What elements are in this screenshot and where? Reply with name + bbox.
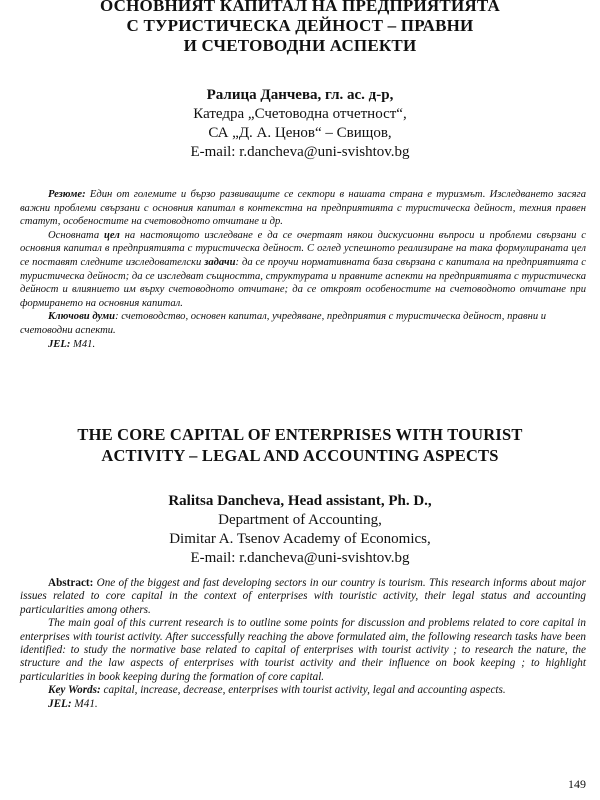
bg-author-institution: СА „Д. А. Ценов“ – Свищов, [208, 125, 392, 141]
bg-goal-post: : да се проучи нормативната база свързана с капитала на предприятията с туристическа дейност; да се изследват същността, структурата и правните аспекти на предприятията с туристическа дейност и влиянието им върху счетоводното отчитане; да се откроят особеностите на счетоводното отчитане при формирането на основния капитал. [20, 256, 586, 309]
bg-jel-label: JEL: [48, 338, 71, 350]
en-keywords-paragraph [20, 684, 586, 697]
bg-goal-mid: на настоящото изследване е да се очертаят някои дискусионни въпроси и проблеми свързани с основния капитал в предприятията с туристическа дейност. С оглед успешното реализиране на така формулираната цел се поставят следните изследователски [20, 229, 586, 268]
en-keywords-text: capital, increase, decrease, enterprises with tourist activity, legal and accounting aspects. [100, 684, 506, 697]
en-jel-paragraph [20, 698, 586, 711]
bg-summary-text: Един от големите и бързо развиващите се сектори в нашата страна е туризмът. Изследването засяга важни проблеми свързани с основния капитал в контекстна на предприятията с туристическа дейност, техния правен статут, особеностите на счетоводното отчитане и др. [20, 189, 586, 228]
en-author-institution: Dimitar A. Tsenov Academy of Economics, [169, 531, 431, 547]
en-abstract-label: Abstract: [48, 577, 94, 589]
bg-title [20, 0, 580, 56]
bg-summary-paragraph [20, 188, 586, 229]
bg-jel-paragraph [20, 338, 586, 352]
bg-goal-paragraph [20, 229, 586, 311]
bg-title-line: С ТУРИСТИЧЕСКА ДЕЙНОСТ – ПРАВНИ [126, 16, 474, 35]
bg-author-block [60, 86, 540, 162]
bg-title-line: ОСНОВНИЯТ КАПИТАЛ НА ПРЕДПРИЯТИЯТА [99, 0, 501, 15]
bg-author-email: E-mail: r.dancheva@uni-svishtov.bg [190, 144, 410, 160]
en-abstract [20, 577, 586, 711]
bg-tasks-bold: задачи [204, 256, 236, 268]
en-goal-paragraph: The main goal of this current research is to outline some points for discussion and problems related to core capital in enterprises with tourist activity. After successfully reaching the above formulated aim, the following research tasks have been identified: to study the normative base related to capital of enterprises with tourist activity ; to research the nature, the structure and the law aspects of enterprises with tourist activity and their influence on book keeping ; to highlight particularities in book keeping during the formation of core capital. [20, 617, 586, 683]
bg-keywords-paragraph [20, 310, 586, 337]
bg-goal-pre: Основната [48, 229, 105, 241]
bg-keywords-label: Ключови думи [48, 311, 116, 323]
en-jel-label: JEL: [48, 697, 72, 710]
bg-summary-label: Резюме: [48, 189, 86, 200]
en-jel-value: M41. [71, 697, 98, 710]
bg-goal-bold: цел [104, 229, 120, 241]
en-author-block [60, 492, 540, 568]
en-author-department: Department of Accounting, [218, 512, 382, 528]
en-title-line: THE CORE CAPITAL OF ENTERPRISES WITH TOURIST [77, 425, 523, 444]
en-title [20, 424, 580, 466]
en-keywords-label: Key Words: [48, 684, 101, 697]
bg-author-department: Катедра „Счетоводна отчетност“, [193, 106, 407, 122]
bg-abstract [20, 188, 586, 351]
bg-title-line: И СЧЕТОВОДНИ АСПЕКТИ [183, 36, 417, 55]
en-abstract-text: One of the biggest and fast developing sectors in our country is tourism. This research informs about major issues related to core capital in the context of enterprises with touristic activity, their legal status and accounting particularities among others. [20, 577, 586, 616]
en-abstract-paragraph [20, 577, 586, 617]
en-author-name: Ralitsa Dancheva, Head assistant, Ph. D., [168, 493, 432, 509]
bg-keywords-text: : счетоводство, основен капитал, учредяване, предприятия с туристическа дейност, правни и счетоводни аспекти. [20, 311, 547, 336]
bg-jel-value: M41. [70, 338, 96, 350]
en-title-line: ACTIVITY – LEGAL AND ACCOUNTING ASPECTS [101, 446, 499, 465]
en-author-email: E-mail: r.dancheva@uni-svishtov.bg [190, 550, 410, 566]
bg-author-name: Ралица Данчева, гл. ас. д-р, [206, 87, 394, 103]
page-number: 149 [568, 777, 586, 791]
